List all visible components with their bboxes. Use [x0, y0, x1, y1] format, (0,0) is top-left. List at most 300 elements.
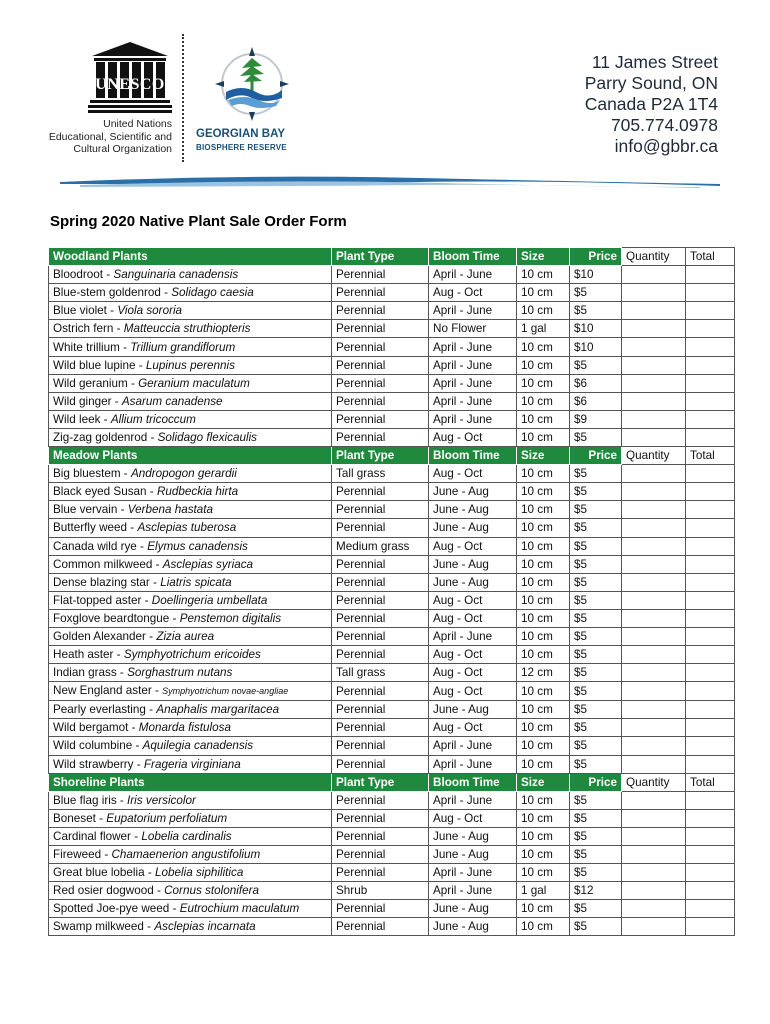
plant-name-cell [49, 555, 332, 573]
quantity-input-cell[interactable] [622, 519, 686, 537]
bloom-time-cell: June - Aug [429, 701, 517, 719]
total-cell [686, 682, 735, 701]
quantity-input-cell[interactable] [622, 410, 686, 428]
price-cell: $5 [570, 537, 622, 555]
plant-name-cell [49, 410, 332, 428]
size-cell: 10 cm [517, 682, 570, 701]
section-header-size: Size [517, 447, 570, 465]
quantity-input-cell[interactable] [622, 320, 686, 338]
common-name: Blue flag iris - [53, 793, 128, 807]
scientific-name: Lobelia cardinalis [141, 829, 232, 843]
plant-type-cell: Perennial [332, 846, 429, 864]
price-cell: $5 [570, 900, 622, 918]
quantity-input-cell[interactable] [622, 465, 686, 483]
plant-name-cell [49, 591, 332, 609]
section-header-row [49, 248, 735, 266]
bloom-time-cell: April - June [429, 392, 517, 410]
plant-type-cell: Perennial [332, 284, 429, 302]
section-header-quantity: Quantity [622, 447, 686, 465]
bloom-time-cell: April - June [429, 266, 517, 284]
bloom-time-cell: April - June [429, 755, 517, 773]
common-name: Wild columbine - [53, 739, 143, 753]
size-cell: 10 cm [517, 737, 570, 755]
total-cell [686, 573, 735, 591]
price-cell: $10 [570, 266, 622, 284]
bloom-time-cell: April - June [429, 627, 517, 645]
common-name: Ostrich fern - [53, 322, 124, 336]
scientific-name: Solidago flexicaulis [157, 430, 258, 444]
price-cell: $5 [570, 284, 622, 302]
logo-divider [182, 34, 184, 162]
size-cell: 10 cm [517, 410, 570, 428]
quantity-input-cell[interactable] [622, 537, 686, 555]
size-cell: 10 cm [517, 809, 570, 827]
gbbr-line: GEORGIAN BAY [196, 128, 286, 140]
price-cell: $5 [570, 846, 622, 864]
size-cell: 10 cm [517, 591, 570, 609]
price-cell: $10 [570, 320, 622, 338]
size-cell: 10 cm [517, 918, 570, 936]
section-header-row [49, 773, 735, 791]
plant-type-cell: Tall grass [332, 664, 429, 682]
quantity-input-cell[interactable] [622, 755, 686, 773]
table-row [49, 410, 735, 428]
plant-type-cell: Perennial [332, 410, 429, 428]
quantity-input-cell[interactable] [622, 719, 686, 737]
bloom-time-cell: April - June [429, 356, 517, 374]
plant-name-cell [49, 737, 332, 755]
bloom-time-cell: No Flower [429, 320, 517, 338]
plant-name-cell [49, 846, 332, 864]
plant-name-cell [49, 573, 332, 591]
size-cell: 10 cm [517, 791, 570, 809]
scientific-name: Elymus canadensis [147, 539, 248, 553]
size-cell: 10 cm [517, 338, 570, 356]
plant-type-cell: Perennial [332, 266, 429, 284]
unesco-temple-icon [88, 40, 172, 114]
size-cell: 10 cm [517, 719, 570, 737]
scientific-name: Trillium grandiflorum [130, 340, 236, 354]
common-name: Boneset - [53, 811, 107, 825]
bloom-time-cell: April - June [429, 737, 517, 755]
quantity-input-cell[interactable] [622, 627, 686, 645]
table-row [49, 755, 735, 773]
table-row [49, 791, 735, 809]
common-name: Red osier dogwood - [53, 884, 165, 898]
common-name: New England aster - [53, 684, 163, 698]
quantity-input-cell[interactable] [622, 846, 686, 864]
quantity-input-cell[interactable] [622, 573, 686, 591]
common-name: Dense blazing star - [53, 575, 161, 589]
size-cell: 12 cm [517, 664, 570, 682]
common-name: Foxglove beardtongue - [53, 611, 180, 625]
price-cell: $5 [570, 573, 622, 591]
plant-name-cell [49, 646, 332, 664]
common-name: Flat-topped aster - [53, 593, 152, 607]
bloom-time-cell: Aug - Oct [429, 465, 517, 483]
bloom-time-cell: April - June [429, 374, 517, 392]
size-cell: 10 cm [517, 627, 570, 645]
plant-type-cell: Perennial [332, 918, 429, 936]
plant-type-cell: Perennial [332, 755, 429, 773]
table-row [49, 266, 735, 284]
quantity-input-cell[interactable] [622, 302, 686, 320]
common-name: Common milkweed - [53, 557, 163, 571]
total-cell [686, 356, 735, 374]
address-line: 11 James Street [591, 52, 718, 72]
quantity-input-cell[interactable] [622, 882, 686, 900]
bloom-time-cell: Aug - Oct [429, 719, 517, 737]
total-cell [686, 284, 735, 302]
scientific-name: Monarda fistulosa [138, 721, 231, 735]
quantity-input-cell[interactable] [622, 356, 686, 374]
section-header-type: Plant Type [332, 773, 429, 791]
quantity-input-cell[interactable] [622, 392, 686, 410]
plant-type-cell: Medium grass [332, 537, 429, 555]
quantity-input-cell[interactable] [622, 737, 686, 755]
total-cell [686, 719, 735, 737]
total-cell [686, 501, 735, 519]
quantity-input-cell[interactable] [622, 664, 686, 682]
total-cell [686, 737, 735, 755]
price-cell: $5 [570, 501, 622, 519]
address-line: Canada P2A 1T4 [584, 94, 718, 114]
total-cell [686, 410, 735, 428]
size-cell: 10 cm [517, 483, 570, 501]
email: info@gbbr.ca [614, 136, 718, 156]
bloom-time-cell: April - June [429, 410, 517, 428]
bloom-time-cell: June - Aug [429, 846, 517, 864]
gbbr-emblem-icon [212, 44, 292, 124]
bloom-time-cell: June - Aug [429, 483, 517, 501]
table-row [49, 809, 735, 827]
bloom-time-cell: June - Aug [429, 827, 517, 845]
total-cell [686, 519, 735, 537]
plant-name-cell [49, 320, 332, 338]
plant-type-cell: Perennial [332, 374, 429, 392]
table-row [49, 627, 735, 645]
table-row [49, 701, 735, 719]
scientific-name: Chamaenerion angustifolium [111, 848, 261, 862]
scientific-name: Eupatorium perfoliatum [106, 811, 228, 825]
scientific-name: Allium tricoccum [110, 412, 196, 426]
table-row [49, 846, 735, 864]
plant-table-body [49, 248, 735, 936]
table-row [49, 284, 735, 302]
size-cell: 10 cm [517, 900, 570, 918]
scientific-name: Asclepias incarnata [154, 920, 256, 934]
total-cell [686, 338, 735, 356]
total-cell [686, 320, 735, 338]
plant-type-cell: Shrub [332, 882, 429, 900]
quantity-input-cell[interactable] [622, 501, 686, 519]
size-cell: 10 cm [517, 374, 570, 392]
bloom-time-cell: Aug - Oct [429, 646, 517, 664]
plant-type-cell: Perennial [332, 501, 429, 519]
plant-type-cell: Perennial [332, 719, 429, 737]
section-header-type: Plant Type [332, 248, 429, 266]
section-header-bloom: Bloom Time [429, 248, 517, 266]
price-cell: $5 [570, 591, 622, 609]
scientific-name: Solidago caesia [171, 286, 254, 300]
section-header-quantity: Quantity [622, 773, 686, 791]
plant-type-cell: Perennial [332, 320, 429, 338]
scientific-name: Doellingeria umbellata [151, 593, 268, 607]
total-cell [686, 374, 735, 392]
plant-order-table [48, 247, 735, 936]
plant-type-cell: Perennial [332, 392, 429, 410]
size-cell: 10 cm [517, 284, 570, 302]
gbbr-logo [196, 44, 316, 164]
quantity-input-cell[interactable] [622, 284, 686, 302]
unesco-line: United Nations [103, 118, 172, 130]
quantity-input-cell[interactable] [622, 827, 686, 845]
size-cell: 10 cm [517, 573, 570, 591]
common-name: Wild blue lupine - [53, 358, 146, 372]
plant-type-cell: Perennial [332, 627, 429, 645]
section-header-name: Shoreline Plants [49, 773, 332, 791]
scientific-name: Eutrochium maculatum [179, 902, 300, 916]
page-title: Spring 2020 Native Plant Sale Order Form [50, 213, 347, 230]
plant-name-cell [49, 701, 332, 719]
scientific-name: Sanguinaria canadensis [113, 268, 239, 282]
quantity-input-cell[interactable] [622, 591, 686, 609]
price-cell: $5 [570, 918, 622, 936]
scientific-name: Anaphalis margaritacea [156, 703, 280, 717]
quantity-input-cell[interactable] [622, 646, 686, 664]
quantity-input-cell[interactable] [622, 900, 686, 918]
bloom-time-cell: June - Aug [429, 501, 517, 519]
plant-name-cell [49, 900, 332, 918]
size-cell: 10 cm [517, 537, 570, 555]
plant-type-cell: Perennial [332, 591, 429, 609]
price-cell: $5 [570, 627, 622, 645]
total-cell [686, 791, 735, 809]
table-row [49, 682, 735, 701]
plant-type-cell: Perennial [332, 338, 429, 356]
common-name: Bloodroot - [53, 268, 114, 282]
bloom-time-cell: Aug - Oct [429, 664, 517, 682]
gbbr-line: BIOSPHERE RESERVE [196, 143, 287, 152]
section-header-size: Size [517, 773, 570, 791]
table-row [49, 483, 735, 501]
table-row [49, 465, 735, 483]
total-cell [686, 846, 735, 864]
total-cell [686, 465, 735, 483]
plant-type-cell: Perennial [332, 864, 429, 882]
quantity-input-cell[interactable] [622, 483, 686, 501]
plant-name-cell [49, 791, 332, 809]
plant-type-cell: Perennial [332, 900, 429, 918]
plant-name-cell [49, 537, 332, 555]
plant-type-cell: Tall grass [332, 465, 429, 483]
total-cell [686, 809, 735, 827]
section-header-price: Price [570, 447, 622, 465]
table-row [49, 356, 735, 374]
gbbr-caption [196, 128, 314, 154]
scientific-name: Aquilegia canadensis [142, 739, 254, 753]
scientific-name: Cornus stolonifera [164, 884, 259, 898]
quantity-input-cell[interactable] [622, 374, 686, 392]
bloom-time-cell: June - Aug [429, 900, 517, 918]
total-cell [686, 609, 735, 627]
common-name: Cardinal flower - [53, 829, 142, 843]
quantity-input-cell[interactable] [622, 791, 686, 809]
quantity-input-cell[interactable] [622, 918, 686, 936]
address-block [585, 52, 718, 157]
common-name: Indian grass - [53, 666, 128, 680]
size-cell: 10 cm [517, 465, 570, 483]
phone: 705.774.0978 [610, 115, 718, 135]
bloom-time-cell: June - Aug [429, 573, 517, 591]
bloom-time-cell: Aug - Oct [429, 682, 517, 701]
plant-name-cell [49, 374, 332, 392]
total-cell [686, 827, 735, 845]
price-cell: $12 [570, 882, 622, 900]
table-row [49, 374, 735, 392]
size-cell: 10 cm [517, 302, 570, 320]
plant-name-cell [49, 627, 332, 645]
plant-name-cell [49, 755, 332, 773]
quantity-input-cell[interactable] [622, 682, 686, 701]
size-cell: 10 cm [517, 356, 570, 374]
table-row [49, 392, 735, 410]
plant-name-cell [49, 882, 332, 900]
section-header-bloom: Bloom Time [429, 773, 517, 791]
common-name: Zig-zag goldenrod - [53, 430, 158, 444]
common-name: Blue vervain - [53, 503, 128, 517]
common-name: Pearly everlasting - [53, 703, 157, 717]
bloom-time-cell: April - June [429, 338, 517, 356]
price-cell: $5 [570, 755, 622, 773]
total-cell [686, 646, 735, 664]
size-cell: 10 cm [517, 555, 570, 573]
section-header-total: Total [686, 447, 735, 465]
common-name: Swamp milkweed - [53, 920, 155, 934]
table-row [49, 827, 735, 845]
plant-name-cell [49, 338, 332, 356]
price-cell: $5 [570, 356, 622, 374]
plant-type-cell: Perennial [332, 356, 429, 374]
price-cell: $9 [570, 410, 622, 428]
common-name: Butterfly weed - [53, 521, 138, 535]
quantity-input-cell[interactable] [622, 609, 686, 627]
plant-type-cell: Perennial [332, 737, 429, 755]
scientific-name: Symphyotrichum novae-angliae [162, 686, 289, 697]
common-name: Blue violet - [53, 304, 118, 318]
total-cell [686, 555, 735, 573]
total-cell [686, 900, 735, 918]
price-cell: $5 [570, 701, 622, 719]
plant-type-cell: Perennial [332, 573, 429, 591]
plant-type-cell: Perennial [332, 609, 429, 627]
plant-type-cell: Perennial [332, 519, 429, 537]
table-row [49, 501, 735, 519]
section-header-total: Total [686, 248, 735, 266]
table-row [49, 900, 735, 918]
total-cell [686, 882, 735, 900]
plant-type-cell: Perennial [332, 428, 429, 446]
total-cell [686, 918, 735, 936]
total-cell [686, 701, 735, 719]
common-name: White trillium - [53, 340, 131, 354]
unesco-logo [40, 40, 180, 160]
bloom-time-cell: June - Aug [429, 519, 517, 537]
price-cell: $5 [570, 302, 622, 320]
common-name: Wild ginger - [53, 394, 122, 408]
quantity-input-cell[interactable] [622, 555, 686, 573]
scientific-name: Lupinus perennis [145, 358, 235, 372]
quantity-input-cell[interactable] [622, 864, 686, 882]
common-name: Canada wild rye - [53, 539, 148, 553]
plant-name-cell [49, 664, 332, 682]
quantity-input-cell[interactable] [622, 266, 686, 284]
bloom-time-cell: Aug - Oct [429, 609, 517, 627]
bloom-time-cell: June - Aug [429, 918, 517, 936]
quantity-input-cell[interactable] [622, 809, 686, 827]
unesco-word: UNESCO [95, 76, 165, 93]
table-row [49, 609, 735, 627]
scientific-name: Rudbeckia hirta [156, 485, 239, 499]
scientific-name: Zizia aurea [156, 630, 215, 644]
scientific-name: Lobelia siphilitica [155, 866, 244, 880]
price-cell: $10 [570, 338, 622, 356]
quantity-input-cell[interactable] [622, 338, 686, 356]
plant-name-cell [49, 501, 332, 519]
total-cell [686, 483, 735, 501]
scientific-name: Asclepias tuberosa [137, 521, 237, 535]
price-cell: $5 [570, 682, 622, 701]
bloom-time-cell: Aug - Oct [429, 537, 517, 555]
quantity-input-cell[interactable] [622, 428, 686, 446]
plant-type-cell: Perennial [332, 555, 429, 573]
price-cell: $5 [570, 555, 622, 573]
plant-name-cell [49, 284, 332, 302]
plant-type-cell: Perennial [332, 809, 429, 827]
quantity-input-cell[interactable] [622, 701, 686, 719]
total-cell [686, 591, 735, 609]
size-cell: 1 gal [517, 882, 570, 900]
scientific-name: Liatris spicata [160, 575, 232, 589]
plant-name-cell [49, 392, 332, 410]
section-header-type: Plant Type [332, 447, 429, 465]
table-row [49, 737, 735, 755]
bloom-time-cell: April - June [429, 791, 517, 809]
section-header-name: Woodland Plants [49, 248, 332, 266]
section-header-bloom: Bloom Time [429, 447, 517, 465]
price-cell: $5 [570, 483, 622, 501]
scientific-name: Asarum canadense [121, 394, 223, 408]
size-cell: 10 cm [517, 755, 570, 773]
plant-name-cell [49, 483, 332, 501]
price-cell: $5 [570, 809, 622, 827]
price-cell: $5 [570, 519, 622, 537]
bloom-time-cell: April - June [429, 882, 517, 900]
plant-type-cell: Perennial [332, 302, 429, 320]
size-cell: 10 cm [517, 519, 570, 537]
table-row [49, 664, 735, 682]
total-cell [686, 755, 735, 773]
scientific-name: Iris versicolor [127, 793, 196, 807]
total-cell [686, 428, 735, 446]
scientific-name: Frageria virginiana [143, 757, 241, 771]
total-cell [686, 537, 735, 555]
bloom-time-cell: April - June [429, 864, 517, 882]
common-name: Big bluestem - [53, 467, 131, 481]
scientific-name: Penstemon digitalis [179, 611, 282, 625]
plant-name-cell [49, 428, 332, 446]
common-name: Heath aster - [53, 648, 124, 662]
